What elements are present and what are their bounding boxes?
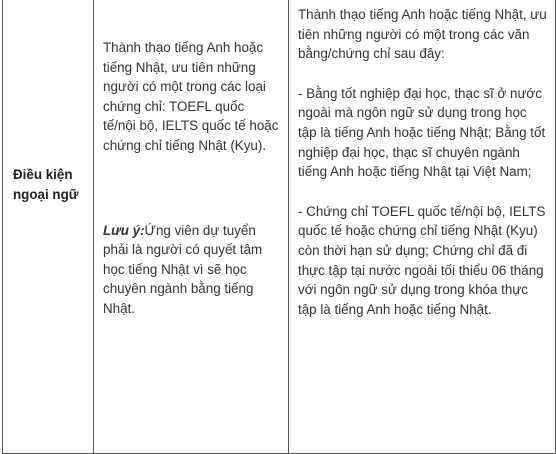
middle-paragraph: Thành thạo tiếng Anh hoặc tiếng Nhật, ưu tiên những người có một trong các loại chứng chỉ: TOEFL quốc tế/nội bộ, IELTS quốc tế hoặc chứng chỉ tiếng Nhật (Kyu). <box>103 40 279 153</box>
note-paragraph <box>103 221 280 319</box>
table-row <box>3 0 556 454</box>
right-item-2: - Chứng chỉ TOEFL quốc tế/nội bộ, IELTS quốc tế hoặc chứng chỉ tiếng Nhật (Kyu) còn thời hạn sử dụng; Chứng chỉ đã đi thực tập tại nước ngoài tối thiểu 06 tháng với ngôn ngữ sử dụng trong khóa thực tập là tiếng Anh hoặc tiếng Nhật. <box>298 203 546 317</box>
middle-cell <box>94 0 289 454</box>
note-label: Lưu ý: <box>103 222 145 238</box>
right-cell <box>289 0 556 454</box>
row-label-cell <box>3 0 94 454</box>
note-text: Ứng viên dự tuyển phải là người có quyết tâm học tiếng Nhật vì sẽ học chuyên ngành bằng tiếng Nhật. <box>103 222 263 316</box>
requirements-table <box>2 0 556 454</box>
right-item-1: - Bằng tốt nghiệp đại học, thạc sĩ ở nước ngoài mà ngôn ngữ sử dụng trong học tập là tiếng Anh hoặc tiếng Nhật; Bằng tốt nghiệp đại học, thạc sĩ chuyên ngành tiếng Anh hoặc tiếng Nhật tại Việt Nam; <box>298 85 546 180</box>
right-intro: Thành thạo tiếng Anh hoặc tiếng Nhật, ưu tiên những người có một trong các văn bằng/chứng chỉ sau đây: <box>298 7 547 62</box>
row-label: Điều kiện ngoại ngữ <box>13 167 79 202</box>
